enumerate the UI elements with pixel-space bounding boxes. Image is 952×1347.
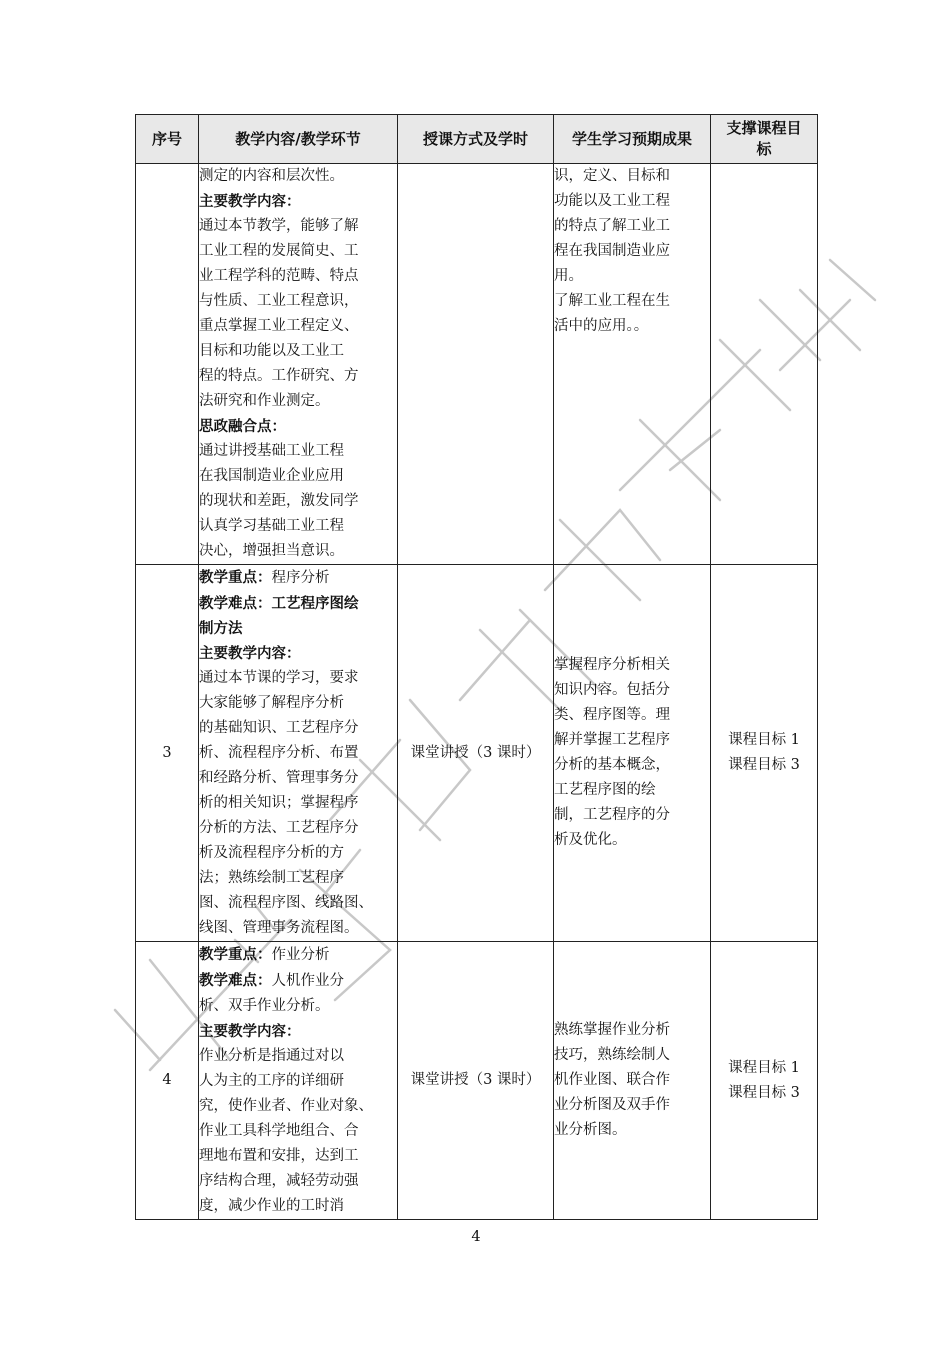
cell-content: [199, 164, 398, 565]
content-line: 法研究和作业测定。: [199, 393, 330, 409]
content-line: 通过讲授基础工业工程: [199, 443, 344, 459]
content-line: 理地布置和安排，达到工: [199, 1148, 359, 1164]
page-number: 4: [471, 1229, 481, 1245]
outcome-line: 用。: [554, 268, 583, 284]
content-line: 法；熟练绘制工艺程序: [199, 870, 344, 886]
cell-goals: [711, 164, 818, 565]
content-line: 析及流程程序分析的方: [199, 845, 344, 861]
content-label: 教学重点：: [199, 946, 272, 963]
content-text: 人机作业分: [271, 973, 344, 989]
content-line: 的现状和差距，激发同学: [199, 493, 359, 509]
content-line: 序结构合理，减轻劳动强: [199, 1173, 359, 1189]
content-line: [199, 942, 397, 968]
goal-item: 课程目标 1: [728, 732, 800, 748]
cell-outcome: [554, 942, 711, 1220]
outcome-line: 的特点了解工业工: [554, 218, 670, 234]
table-row: [136, 565, 818, 942]
content-line: 人为主的工序的详细研: [199, 1073, 344, 1089]
content-line: 测定的内容和层次性。: [199, 168, 344, 184]
outcome-line: 熟练掌握作业分析: [554, 1022, 670, 1038]
content-line: 教学难点：工艺程序图绘: [199, 595, 359, 612]
content-label: 教学难点：: [199, 972, 272, 989]
outcome-line: 制，工艺程序的分: [554, 807, 670, 823]
content-line: 大家能够了解程序分析: [199, 695, 344, 711]
outcome-line: 业分析图。: [554, 1122, 627, 1138]
content-line: 作业工具科学地组合、合: [199, 1123, 359, 1139]
outcome-line: 解并掌握工艺程序: [554, 732, 670, 748]
outcome-line: 机作业图、联合作: [554, 1072, 670, 1088]
outcome-line: 析及优化。: [554, 832, 627, 848]
outcome-line: 工艺程序图的绘: [554, 782, 656, 798]
content-line: 通过本节教学，能够了解: [199, 218, 359, 234]
outcome-line: 业分析图及双手作: [554, 1097, 670, 1113]
cell-method: [398, 164, 554, 565]
content-line: 析的相关知识；掌握程序: [199, 795, 359, 811]
cell-method: 课堂讲授（3 课时）: [398, 565, 554, 942]
cell-seq: 3: [136, 565, 199, 942]
outcome-line: 程在我国制造业应: [554, 243, 670, 259]
content-line: 主要教学内容：: [199, 193, 301, 210]
cell-seq: 4: [136, 942, 199, 1220]
content-line: 程的特点。工作研究、方: [199, 368, 359, 384]
content-label: 教学重点：: [199, 569, 272, 586]
table-header-row: [136, 115, 818, 164]
cell-goals: [711, 565, 818, 942]
outcome-line: 了解工业工程在生: [554, 293, 670, 309]
content-line: 决心，增强担当意识。: [199, 543, 344, 559]
goal-item: 课程目标 1: [728, 1059, 800, 1076]
content-line: 析、流程程序分析、布置: [199, 745, 359, 761]
outcome-line: 知识内容。包括分: [554, 682, 670, 698]
content-line: 的基础知识、工艺程序分: [199, 720, 359, 736]
content-line: 图、流程程序图、线路图、: [199, 895, 373, 911]
content-line: 与性质、工业工程意识，: [199, 293, 359, 309]
outcome-line: 活中的应用。。: [554, 318, 649, 334]
cell-outcome: [554, 565, 711, 942]
content-line: 主要教学内容：: [199, 645, 301, 662]
content-line: 度，减少作业的工时消: [199, 1198, 344, 1214]
content-line: 通过本节课的学习，要求: [199, 670, 359, 686]
header-goals: 支撑课程目标: [711, 115, 818, 164]
header-method: 授课方式及学时: [398, 115, 554, 164]
content-line: 工业工程的发展简史、工: [199, 243, 359, 259]
content-line: [199, 968, 397, 994]
content-line: 分析的方法、工艺程序分: [199, 820, 359, 836]
content-line: 在我国制造业企业应用: [199, 468, 344, 484]
content-line: 制方法: [199, 620, 243, 637]
content-line: 重点掌握工业工程定义、: [199, 318, 359, 334]
outcome-line: 识，定义、目标和: [554, 168, 670, 184]
cell-seq: [136, 164, 199, 565]
outcome-line: 类、程序图等。理: [554, 707, 670, 723]
content-line: [199, 565, 397, 591]
content-line: 业工程学科的范畴、特点: [199, 268, 359, 284]
table-row: [136, 164, 818, 565]
cell-content: [199, 565, 398, 942]
goal-item: 课程目标 3: [728, 1084, 800, 1101]
content-line: 作业分析是指通过对以: [199, 1048, 344, 1064]
content-line: 认真学习基础工业工程: [199, 518, 344, 534]
content-line: 究，使作业者、作业对象、: [199, 1098, 373, 1114]
cell-goals: [711, 942, 818, 1220]
content-line: 目标和功能以及工业工: [199, 343, 344, 359]
content-line: 线图、管理事务流程图。: [199, 920, 359, 936]
outcome-line: 技巧，熟练绘制人: [554, 1047, 670, 1063]
content-line: 思政融合点：: [199, 418, 286, 435]
cell-outcome: [554, 164, 711, 565]
header-seq: 序号: [136, 115, 199, 164]
syllabus-table: [135, 114, 818, 1220]
content-line: 主要教学内容：: [199, 1023, 301, 1040]
goal-item: 课程目标 3: [728, 757, 800, 773]
cell-method: 课堂讲授（3 课时）: [398, 942, 554, 1220]
table-row: [136, 942, 818, 1220]
cell-content: [199, 942, 398, 1220]
content-line: 和经路分析、管理事务分: [199, 770, 359, 786]
outcome-line: 掌握程序分析相关: [554, 657, 670, 673]
content-text: 程序分析: [271, 570, 330, 586]
outcome-line: 分析的基本概念，: [554, 757, 670, 773]
header-content: 教学内容/教学环节: [199, 115, 398, 164]
content-line: 析、双手作业分析。: [199, 998, 330, 1014]
outcome-line: 功能以及工业工程: [554, 193, 670, 209]
content-text: 作业分析: [271, 947, 330, 963]
header-outcome: 学生学习预期成果: [554, 115, 711, 164]
